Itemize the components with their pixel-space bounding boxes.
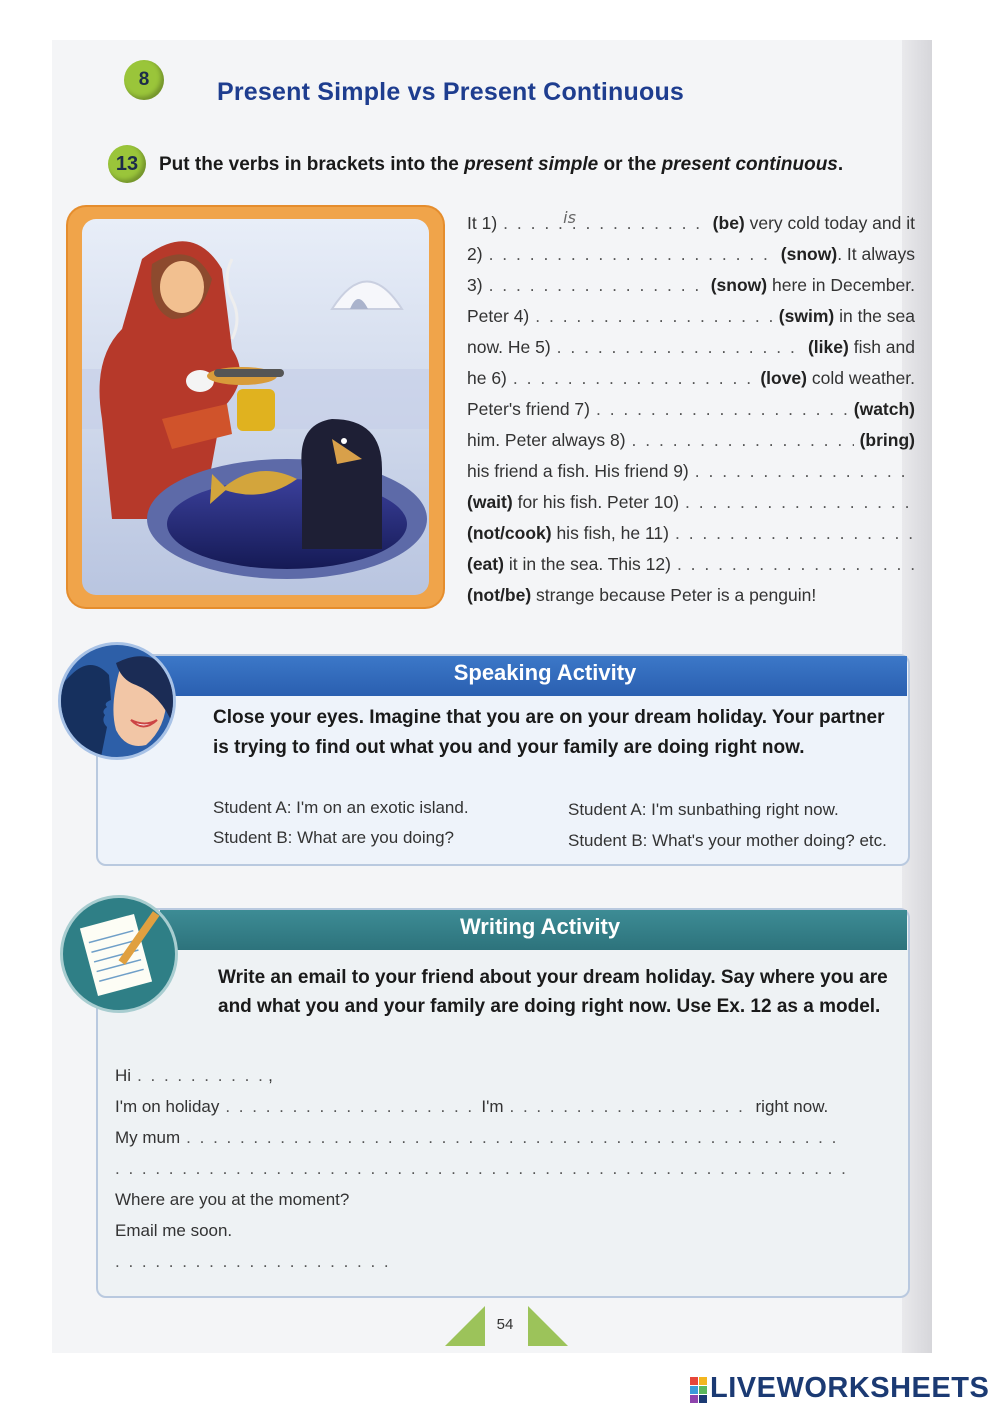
exercise-line-5: [467, 332, 915, 363]
answer-blank-10[interactable]: [685, 487, 915, 518]
answer-blank-1[interactable]: [503, 208, 707, 239]
exercise-line-12: [467, 549, 915, 580]
line-text: here in December.: [772, 275, 915, 295]
exercise-line-2: [467, 239, 915, 270]
verb-prompt: (like): [807, 337, 849, 357]
verb-prompt: (be): [712, 213, 745, 233]
exercise-line-7: [467, 394, 915, 425]
answer-blank-signature[interactable]: [115, 1246, 395, 1277]
exercise-line-13: [467, 580, 915, 611]
notepad-pencil-icon: [60, 895, 178, 1013]
line-text: he 6): [467, 368, 507, 388]
email-text: My mum: [115, 1128, 181, 1147]
page-number-left-tab: [445, 1306, 485, 1346]
filled-answer: . . . is: [563, 208, 576, 227]
line-text: now. He 5): [467, 337, 551, 357]
line-text: in the sea: [839, 306, 915, 326]
instruction-text: .: [837, 154, 844, 175]
email-line-holiday: [115, 1091, 875, 1122]
answer-blank-extra[interactable]: [115, 1153, 855, 1184]
dialogue-line-a1: Student A: I'm on an exotic island.: [213, 798, 469, 817]
page-number-right-tab: [528, 1306, 568, 1346]
verb-prompt: (snow): [780, 244, 838, 264]
verb-prompt: (watch): [853, 399, 915, 419]
email-text: right now.: [755, 1097, 829, 1116]
exercise-line-6: [467, 363, 915, 394]
line-text: him. Peter always 8): [467, 430, 626, 450]
email-template: [115, 1060, 875, 1277]
line-text: 3): [467, 275, 483, 295]
answer-blank-5[interactable]: [557, 332, 802, 363]
instruction-text: Put the verbs in brackets into the: [159, 154, 465, 175]
line-text: It 1): [467, 213, 498, 233]
line-text: fish and: [853, 337, 915, 357]
answer-blank-2[interactable]: [489, 239, 775, 270]
exercise-text: [467, 208, 915, 611]
watermark-text: LIVEWORKSHEETS: [710, 1372, 990, 1404]
answer-blank-8[interactable]: [632, 425, 854, 456]
exercise-line-4: [467, 301, 915, 332]
email-line-mum: [115, 1122, 875, 1153]
email-text: Email me soon.: [115, 1221, 233, 1240]
answer-blank-3[interactable]: [489, 270, 705, 301]
line-text: strange because Peter is a penguin!: [536, 585, 817, 605]
email-text: Where are you at the moment?: [115, 1190, 350, 1209]
answer-blank-4[interactable]: [535, 301, 773, 332]
line-text: Peter 4): [467, 306, 530, 326]
email-text: I'm: [481, 1097, 504, 1116]
line-text: Peter's friend 7): [467, 399, 590, 419]
speaking-faces-icon: [58, 642, 176, 760]
eskimo-penguin-illustration: [82, 219, 429, 595]
exercise-line-9: [467, 456, 915, 487]
writing-activity-title: Writing Activity: [459, 914, 621, 939]
answer-blank-name[interactable]: [137, 1060, 262, 1091]
dialogue-line-b2: Student B: What's your mother doing? etc.: [568, 831, 887, 850]
line-text: it in the sea. This 12): [508, 554, 671, 574]
email-text: I'm on holiday: [115, 1097, 220, 1116]
answer-blank-place[interactable]: [225, 1091, 475, 1122]
dialogue-line-a2: Student A: I'm sunbathing right now.: [568, 800, 839, 819]
email-line-signature: [115, 1246, 875, 1277]
exercise-line-3: [467, 270, 915, 301]
line-text: his fish, he 11): [556, 523, 669, 543]
email-line-greeting: [115, 1060, 875, 1091]
answer-blank-activity[interactable]: [510, 1091, 750, 1122]
line-text: 2): [467, 244, 483, 264]
email-text: Hi: [115, 1066, 132, 1085]
verb-prompt: (bring): [859, 430, 915, 450]
line-text: his friend a fish. His friend 9): [467, 461, 689, 481]
verb-prompt: (swim): [778, 306, 835, 326]
answer-blank-mum[interactable]: [186, 1122, 846, 1153]
line-text: cold weather.: [811, 368, 915, 388]
exercise-line-1: [467, 208, 915, 239]
answer-blank-7[interactable]: [596, 394, 848, 425]
answer-blank-6[interactable]: [513, 363, 754, 394]
line-text: for his fish. Peter 10): [517, 492, 680, 512]
exercise-line-10: [467, 487, 915, 518]
speaking-task: Close your eyes. Imagine that you are on your dream holiday. Your partner is trying to find out what you and your family are doing right now.: [213, 707, 885, 758]
instruction-emphasis-2: present continuous: [661, 154, 838, 175]
email-text: ,: [268, 1066, 273, 1085]
instruction-emphasis-1: present simple: [464, 154, 599, 175]
illustration-frame: [68, 207, 443, 607]
verb-prompt: (not/cook): [467, 523, 552, 543]
answer-blank-12[interactable]: [677, 549, 915, 580]
page-title: Present Simple vs Present Continuous: [217, 78, 685, 106]
verb-prompt: (not/be): [467, 585, 532, 605]
email-line-extra: [115, 1153, 875, 1184]
exercise-number-badge: 13: [108, 145, 146, 183]
dialogue-line-b1: Student B: What are you doing?: [213, 828, 454, 847]
liveworksheets-logo-icon: [690, 1377, 706, 1401]
verb-prompt: (wait): [467, 492, 513, 512]
exercise-instruction: [159, 154, 843, 176]
line-text: very cold today and it: [749, 213, 915, 233]
page-number: 54: [496, 1316, 514, 1333]
line-text: . It always: [837, 244, 915, 264]
liveworksheets-watermark: [690, 1372, 989, 1405]
email-line-signoff: [115, 1215, 875, 1246]
exercise-line-11: [467, 518, 915, 549]
instruction-text: or the: [598, 154, 662, 175]
unit-number-badge: 8: [124, 60, 164, 100]
verb-prompt: (love): [760, 368, 807, 388]
speaking-activity-title: Speaking Activity: [453, 660, 637, 685]
writing-task: Write an email to your friend about your dream holiday. Say where you are and what you and your family are doing right now. Use Ex. 12 as a model.: [218, 967, 888, 1017]
answer-blank-9[interactable]: [695, 456, 915, 487]
exercise-line-8: [467, 425, 915, 456]
verb-prompt: (snow): [710, 275, 768, 295]
email-line-question: [115, 1184, 875, 1215]
answer-blank-11[interactable]: [675, 518, 915, 549]
verb-prompt: (eat): [467, 554, 504, 574]
